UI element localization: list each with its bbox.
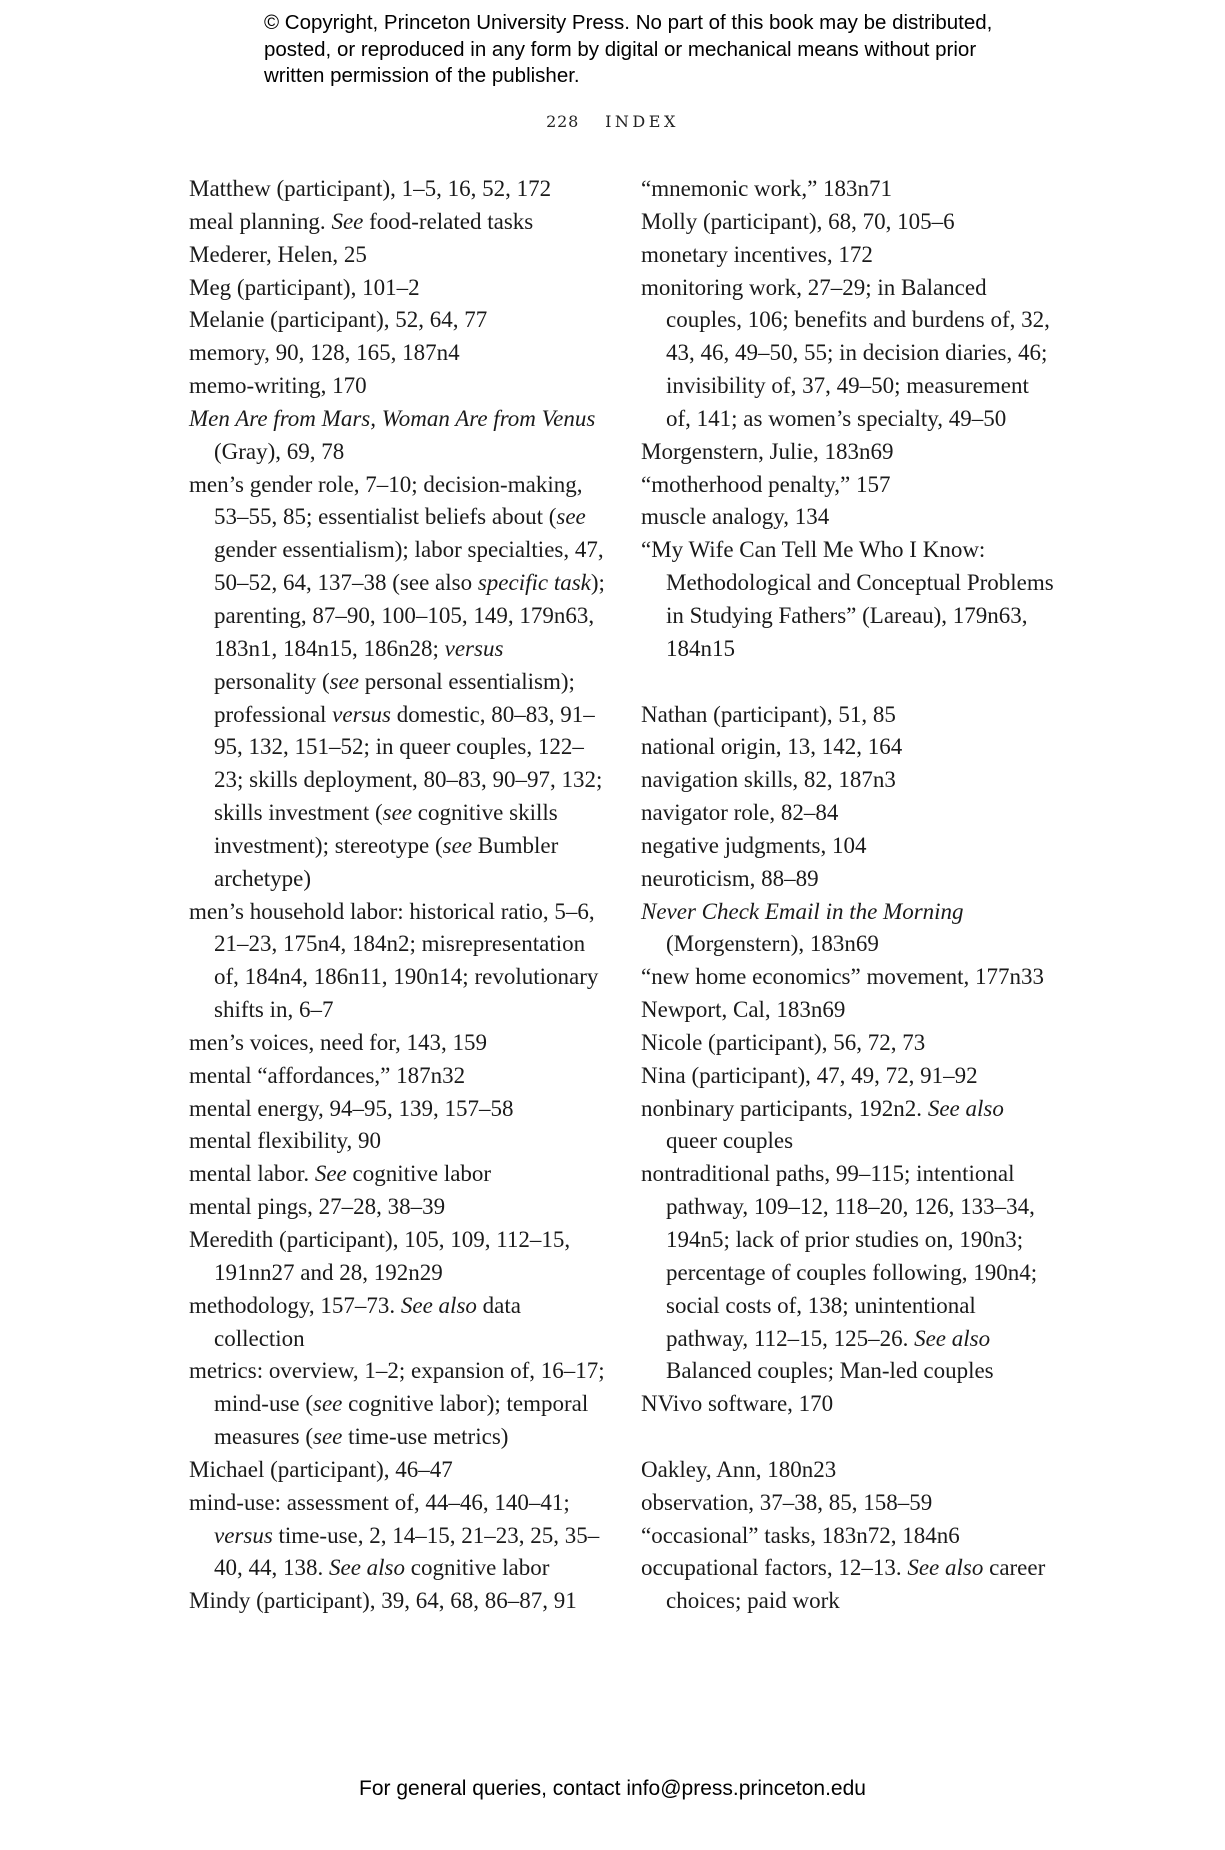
index-entry-text: ); parenting, 87–90, 100–105, 149, 179n63, 183n1, 184n15, 186n28; xyxy=(214,570,605,661)
index-entry-text: personal essentialism); professional xyxy=(214,668,575,727)
index-entry xyxy=(641,173,1059,206)
index-entry xyxy=(641,731,1059,764)
index-entry-text: navigator role, 82–84 xyxy=(641,800,839,826)
index-entry xyxy=(641,1388,1059,1421)
index-entry xyxy=(641,1158,1059,1388)
index-entry-text: neuroticism, 88–89 xyxy=(641,865,819,891)
index-entry xyxy=(641,1454,1059,1487)
index-entry xyxy=(189,272,609,305)
index-entry-text: cognitive skills investment); stereotype ( xyxy=(214,800,558,858)
index-entry-text: “new home economics” movement, 177n33 xyxy=(641,964,1045,990)
index-entry-text: queer couples xyxy=(666,1128,794,1154)
index-entry xyxy=(641,239,1059,272)
index-entry-text: metrics: overview, 1–2; expansion of, 16–17; mind-use ( xyxy=(189,1358,605,1417)
index-entry xyxy=(641,501,1059,534)
index-entry xyxy=(641,699,1059,732)
index-entry-italic-text: versus xyxy=(444,635,504,661)
index-entry-text: Michael (participant), 46–47 xyxy=(189,1456,453,1482)
index-entry xyxy=(189,1125,609,1158)
index-entry-text: “motherhood penalty,” 157 xyxy=(641,471,891,497)
index-entry xyxy=(641,896,1059,962)
index-entry-text: Balanced couples; Man-led couples xyxy=(666,1358,994,1384)
index-entry-text: personality ( xyxy=(214,668,330,694)
index-entry xyxy=(641,1060,1059,1093)
index-entry-italic-text: versus xyxy=(332,701,391,727)
index-entry-text: meal planning. xyxy=(189,208,332,234)
index-entry-text: “occasional” tasks, 183n72, 184n6 xyxy=(641,1522,960,1548)
index-entry-text: men’s gender role, 7–10; decision-making, 53–55, 85; essentialist beliefs about ( xyxy=(189,471,583,530)
index-entry-text: Bumbler archetype) xyxy=(214,832,559,891)
index-entry xyxy=(641,206,1059,239)
index-entry-text: monetary incentives, 172 xyxy=(641,241,873,267)
index-entry-italic-text: see xyxy=(382,800,413,826)
page-number: 228 xyxy=(546,112,580,131)
index-entry xyxy=(189,1487,609,1586)
index-entry-text: nontraditional paths, 99–115; intentional pathway, 109–12, 118–20, 126, 133–34, 194n5; lack of prior studies on, 190n3; percentage of couples following, 190n4; social costs of, 138; unintentional pathway, 112–15, 125–26. xyxy=(641,1161,1038,1351)
index-entry-text: mental labor. xyxy=(189,1161,315,1187)
index-entry-italic-text: see xyxy=(442,832,473,858)
index-entry xyxy=(641,469,1059,502)
index-entry-italic-text: See also xyxy=(400,1292,477,1318)
index-entry-text: Mederer, Helen, 25 xyxy=(189,241,367,267)
index-entry xyxy=(641,436,1059,469)
index-entry-italic-text: See xyxy=(331,208,364,234)
index-entry-text: Nathan (participant), 51, 85 xyxy=(641,701,896,727)
index-entry xyxy=(189,1224,609,1290)
index-entry-text: nonbinary participants, 192n2. xyxy=(641,1095,928,1121)
index-entry-italic-text: specific task xyxy=(477,570,591,596)
index-entry-text: gender essentialism); labor specialties, 47, 50–52, 64, 137–38 (see also xyxy=(214,537,604,596)
index-entry xyxy=(641,961,1059,994)
index-entry-text: data collection xyxy=(214,1292,521,1351)
copyright-notice: © Copyright, Princeton University Press. No part of this book may be distributed, posted, or reproduced in any form by digital or mechanical means without prior written permission of the publisher. xyxy=(264,11,993,87)
index-entry-text: Morgenstern, Julie, 183n69 xyxy=(641,438,894,464)
index-entry-text: Nina (participant), 47, 49, 72, 91–92 xyxy=(641,1062,978,1088)
index-entry-text: “My Wife Can Tell Me Who I Know: Methodological and Conceptual Problems in Studying Fathers” (Lareau), 179n63, 184n15 xyxy=(641,537,1054,661)
index-entry-text: Meg (participant), 101–2 xyxy=(189,274,420,300)
index-entry xyxy=(189,896,609,1027)
index-entry xyxy=(641,863,1059,896)
index-entry xyxy=(641,994,1059,1027)
index-entry-text: mind-use: assessment of, 44–46, 140–41; xyxy=(189,1489,570,1515)
index-entry-text: Melanie (participant), 52, 64, 77 xyxy=(189,307,488,333)
index-entry xyxy=(641,1487,1059,1520)
index-entry-text: “mnemonic work,” 183n71 xyxy=(641,176,893,201)
index-entry-italic-text: see xyxy=(313,1391,343,1417)
index-entry-text: Mindy (participant), 39, 64, 68, 86–87, 91 xyxy=(189,1588,577,1614)
index-letter-gap xyxy=(641,1421,1059,1454)
index-entry-text: occupational factors, 12–13. xyxy=(641,1555,908,1581)
index-entry xyxy=(641,830,1059,863)
index-entry-text: Newport, Cal, 183n69 xyxy=(641,997,846,1023)
index-entry xyxy=(641,534,1059,665)
index-entry-italic-text: Never Check Email in the Morning xyxy=(641,898,964,924)
index-column-left xyxy=(189,173,609,1618)
index-entry xyxy=(189,1585,609,1618)
index-entry-text: men’s voices, need for, 143, 159 xyxy=(189,1029,488,1055)
index-entry-italic-text: see xyxy=(329,668,359,694)
index-entry-italic-text: See also xyxy=(329,1555,406,1581)
index-entry-text: Molly (participant), 68, 70, 105–6 xyxy=(641,208,955,234)
index-entry-text: methodology, 157–73. xyxy=(189,1292,401,1318)
footer-contact: For general queries, contact info@press.princeton.edu xyxy=(359,1777,866,1800)
index-entry-text: muscle analogy, 134 xyxy=(641,504,830,530)
index-entry-italic-text: see xyxy=(313,1424,343,1450)
index-entry xyxy=(189,1027,609,1060)
index-entry-text: Meredith (participant), 105, 109, 112–15, 191nn27 and 28, 192n29 xyxy=(189,1227,571,1285)
index-entry xyxy=(641,1027,1059,1060)
index-entry xyxy=(641,764,1059,797)
index-entry-text: NVivo software, 170 xyxy=(641,1391,834,1417)
index-entry-text: observation, 37–38, 85, 158–59 xyxy=(641,1489,933,1515)
index-entry-text: negative judgments, 104 xyxy=(641,832,867,858)
index-entry-text: time-use metrics) xyxy=(342,1424,509,1450)
index-entry-italic-text: versus xyxy=(214,1522,273,1548)
index-entry-italic-text: See also xyxy=(907,1555,984,1581)
index-entry xyxy=(641,797,1059,830)
index-letter-gap xyxy=(641,666,1059,699)
index-entry-text: cognitive labor); temporal measures ( xyxy=(214,1391,589,1450)
index-entry-text: men’s household labor: historical ratio, 5–6, 21–23, 175n4, 184n2; misrepresentation of, 184n4, 186n11, 190n14; revolutionary shifts in, 6–7 xyxy=(189,898,599,1023)
index-entry xyxy=(189,1060,609,1093)
index-entry-text: navigation skills, 82, 187n3 xyxy=(641,767,896,793)
index-entry-text: mental “affordances,” 187n32 xyxy=(189,1062,466,1088)
index-entry xyxy=(189,304,609,337)
index-entry-italic-text: see xyxy=(556,504,586,530)
index-entry-italic-text: See also xyxy=(927,1095,1004,1121)
index-entry xyxy=(189,1290,609,1356)
index-entry xyxy=(189,337,609,370)
index-entry-text: national origin, 13, 142, 164 xyxy=(641,734,903,760)
section-title: INDEX xyxy=(605,112,679,131)
index-entry-text: monitoring work, 27–29; in Balanced couples, 106; benefits and burdens of, 32, 43, 46, 49–50, 55; in decision diaries, 46; invisibility of, 37, 49–50; measurement of, 141; as women’s specialty, 49–50 xyxy=(641,274,1050,431)
index-entry xyxy=(641,1093,1059,1159)
index-entry xyxy=(189,1355,609,1454)
index-entry xyxy=(189,469,609,896)
index-entry-text: memo-writing, 170 xyxy=(189,373,367,399)
index-entry xyxy=(189,239,609,272)
index-entry-text: domestic, 80–83, 91–95, 132, 151–52; in queer couples, 122–23; skills deployment, 80–83, 90–97, 132; skills investment ( xyxy=(214,701,603,826)
index-entry xyxy=(189,173,609,206)
index-entry-text: (Morgenstern), 183n69 xyxy=(666,931,879,957)
index-entry-text: (Gray), 69, 78 xyxy=(214,438,345,464)
index-entry xyxy=(641,1520,1059,1553)
index-entry-text: food-related tasks xyxy=(363,208,534,234)
index-entry-text: career choices; paid work xyxy=(666,1555,1046,1614)
index-entry xyxy=(189,206,609,239)
index-entry xyxy=(189,1093,609,1126)
index-entry xyxy=(641,272,1059,436)
index-entry-text: mental energy, 94–95, 139, 157–58 xyxy=(189,1095,514,1121)
index-entry xyxy=(189,1191,609,1224)
index-entry-italic-text: Men Are from Mars, Woman Are from Venus xyxy=(189,405,596,431)
running-head xyxy=(0,112,1225,131)
index-entry xyxy=(189,403,609,469)
index-entry-text: time-use, 2, 14–15, 21–23, 25, 35–40, 44, 138. xyxy=(214,1522,600,1581)
index-entry-text: cognitive labor xyxy=(405,1555,550,1581)
index-entry xyxy=(189,370,609,403)
index-entry xyxy=(189,1158,609,1191)
index-entry-text: mental pings, 27–28, 38–39 xyxy=(189,1194,446,1220)
index-entry-italic-text: See also xyxy=(914,1325,991,1351)
index-entry-text: Nicole (participant), 56, 72, 73 xyxy=(641,1029,926,1055)
index-entry-text: Oakley, Ann, 180n23 xyxy=(641,1456,837,1482)
index-entry xyxy=(189,1454,609,1487)
index-entry-text: mental flexibility, 90 xyxy=(189,1128,382,1154)
index-entry-italic-text: See xyxy=(314,1161,347,1187)
index-entry xyxy=(641,1552,1059,1618)
index-column-right xyxy=(641,173,1059,1618)
index-entry-text: memory, 90, 128, 165, 187n4 xyxy=(189,340,460,366)
index-entry-text: cognitive labor xyxy=(346,1161,492,1187)
index-entry-text: Matthew (participant), 1–5, 16, 52, 172 xyxy=(189,176,552,201)
